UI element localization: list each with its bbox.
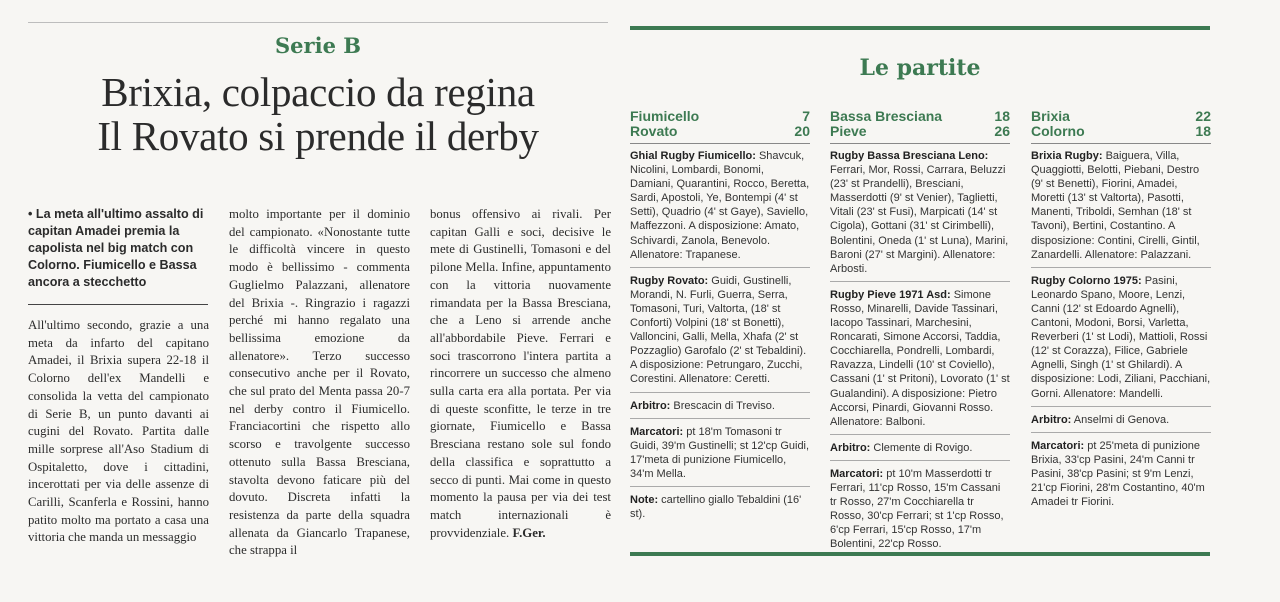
score-row-home (830, 109, 1010, 124)
block-text: Simone Rosso, Minarelli, Davide Tassinari, Iacopo Tassinari, Marchesini, Roncarati, Simone Accorsi, Taddia, Cocchiarella, Pondrelli, Lombardi, Ravazza, Lindelli (10' st Coviello), Cassani (1' st Pritoni), Lovorato (1' st Gualandini). A disposizione: Pietro Accorsi, Pinardi, Giovanni Rosso. Allenatore: Balboni. (830, 288, 1010, 428)
score-row-away (1031, 124, 1211, 139)
match-box-fiumicello-rovato (630, 109, 810, 530)
referee (830, 439, 1010, 461)
block-label: Note: (630, 493, 659, 506)
scorers (630, 423, 810, 487)
article-summary: • La meta all'ultimo assalto di capitan Amadei premia la capolista nel big match con Colorno. Fiumicello e Bassa ancora a stecchetto (28, 207, 204, 289)
headline-line-2: Il Rovato si prende il derby (97, 113, 539, 159)
team-name: Rovato (630, 123, 678, 139)
block-label: Marcatori: (1031, 439, 1085, 452)
score-row-home (1031, 109, 1211, 124)
block-label: Rugby Colorno 1975: (1031, 274, 1142, 287)
top-rule (28, 22, 608, 23)
score-row-away (830, 124, 1010, 139)
scoreboard (630, 109, 810, 144)
block-text: Clemente di Rovigo. (873, 441, 973, 454)
block-text: pt 18'm Tomasoni tr Guidi, 39'm Gustinelli; st 12'cp Guidi, 17'meta di punizione Fiumicello, 34'm Mella. (630, 425, 810, 480)
headline-line-1: Brixia, colpaccio da regina (101, 69, 535, 115)
scorers (830, 465, 1010, 557)
scoreboard (1031, 109, 1211, 144)
block-text: Guidi, Gustinelli, Morandi, N. Furli, Guerra, Serra, Tomasoni, Turi, Valtorta, (18' st Conforti) Volpini (18' st Bonetti), Valloncini, Galli, Mella, Xhafa (2' st Pozzaglio) Garofalo (2' st Tebaldini). A disposizione: Petrungaro, Zucchi, Corestini. Allenatore: Ceretti. (630, 274, 807, 386)
score-row-home (630, 109, 810, 124)
lineup-away (630, 272, 810, 393)
block-label: Marcatori: (630, 425, 684, 438)
column-1-text: All'ultimo secondo, grazie a una meta da infarto del capitano Amadei, il Brixia supera 22-18 il Colorno dell'ex Mandelli e consolida la vetta del campionato di Serie B, un punto davanti ai cugini del Rovato. Partita dalle mille sorprese all'Aso Stadium di Ospitaletto, dove i cittadini, incerottati per via delle assenze di Carilli, Scanferla e Rossini, hanno patito molto ma portato a casa una vittoria che manda un messaggio (28, 318, 209, 545)
match-box-bassa-pieve (830, 109, 1010, 560)
panel-bottom-bar (630, 552, 1210, 556)
lineup-home (630, 147, 810, 268)
referee (630, 397, 810, 419)
panel-top-bar (630, 26, 1210, 30)
block-text: Brescacin di Treviso. (673, 399, 775, 412)
team-score: 18 (1195, 123, 1211, 139)
block-label: Ghial Rugby Fiumicello: (630, 150, 756, 162)
lineup-home (830, 147, 1010, 282)
team-name: Pieve (830, 123, 867, 139)
block-label: Marcatori: (830, 467, 884, 480)
scorers (1031, 437, 1211, 514)
block-label: Rugby Rovato: (630, 274, 709, 287)
article-column-1 (28, 317, 209, 547)
author-signature: F.Ger. (512, 525, 546, 540)
team-name: Fiumicello (630, 108, 700, 124)
team-name: Bassa Bresciana (830, 108, 943, 124)
block-label: Arbitro: (830, 441, 871, 454)
block-label: Rugby Bassa Bresciana Leno: (830, 150, 989, 162)
team-score: 18 (994, 108, 1010, 124)
headline (28, 70, 608, 158)
team-score: 20 (794, 123, 810, 139)
block-text: pt 10'm Masserdotti tr Ferrari, 11'cp Rosso, 15'm Cassani tr Rosso, 27'm Cocchiarella tr Rosso, 30'cp Ferrari; st 1'cp Rosso, 6'cp Ferrari, 15'cp Rosso, 17'm Bolentini, 22'cp Rosso. (830, 467, 1004, 551)
column-2-text: molto importante per il dominio del campionato. «Nonostante tutte le difficoltà vincere in questo modo è bellissimo - commenta Guglielmo Palazzani, allenatore del Brixia -. Ringrazio i ragazzi perché mi hanno regalato una bellissima emozione da allenatore». Terzo successo consecutivo anche per il Rovato, che sul prato del Menta passa 20-7 nel derby contro il Fiumicello. Franciacortini che rispetto allo scorso e travolgente successo ottenuto sulla Bassa Bresciana, stavolta devono faticare più del dovuto. Discreta infatti la resistenza da parte della squadra allenata da Giancarlo Trapanese, che strappa il (229, 207, 410, 558)
column-3-text (430, 206, 611, 542)
column-3-body: bonus offensivo ai rivali. Per capitan Galli e soci, decisive le mete di Gustinelli, Tomasoni e del pilone Mella. Infine, appuntamento con la vittoria nuovamente rimandata per la Bassa Bresciana, che a Leno si arrende anche all'abbordabile Pieve. Ferrari e soci trascorrono l'intera partita a rincorrere un successo che almeno sulla carta era alla portata. Per via di queste sconfitte, le terze in tre giornate, Fiumicello e Bassa Bresciana restano sole sul fondo della classifica e soprattutto a secco di punti. Mai come in questo momento la pausa per via dei test match internazionali è provvidenziale. (430, 207, 611, 540)
notes (630, 491, 810, 526)
lineup-away (830, 286, 1010, 435)
team-score: 26 (994, 123, 1010, 139)
block-label: Arbitro: (1031, 413, 1072, 426)
block-text: Anselmi di Genova. (1073, 413, 1170, 426)
team-name: Colorno (1031, 123, 1085, 139)
scoreboard (830, 109, 1010, 144)
block-text: Ferrari, Mor, Rossi, Carrara, Beluzzi (23' st Prandelli), Bresciani, Masserdotti (9' st Venier), Taglietti, Vitali (23' st Fusi), Marpicati (14' st Cigola), Gottani (31' st Cirimbelli), Bolentini, Oneda (1' st Luna), Marini, Baroni (27' st Margini). Allenatore: Arbosti. (830, 164, 1009, 275)
lineup-home (1031, 147, 1211, 268)
team-score: 7 (802, 108, 810, 124)
block-label: Arbitro: (630, 399, 671, 412)
team-score: 22 (1195, 108, 1211, 124)
section-kicker: Serie B (275, 33, 361, 58)
block-text: Shavcuk, Nicolini, Lombardi, Bonomi, Damiani, Quarantini, Rocco, Beretta, Sardi, Apostoli, Ye, Bontempi (4' st Setti), Quadrio (4' st Gaye), Saviello, Maffezzoni. A disposizione: Amato, Schivardi, Zanola, Benevolo. Allenatore: Trapanese. (630, 150, 810, 261)
referee (1031, 411, 1211, 433)
block-text: pt 25'meta di punizione Brixia, 33'cp Pasini, 24'm Canni tr Pasini, 38'cp Pasini; st 9'm Lenzi, 21'cp Fiorini, 28'm Costantino, 40'm Amadei tr Fiorini. (1031, 439, 1205, 509)
match-box-brixia-colorno (1031, 109, 1211, 518)
team-name: Brixia (1031, 108, 1070, 124)
block-label: Brixia Rugby: (1031, 150, 1103, 162)
block-text: cartellino giallo Tebaldini (16' st). (630, 493, 802, 521)
lineup-away (1031, 272, 1211, 407)
article-column-2 (229, 206, 410, 560)
block-text: Baiguera, Villa, Quaggiotti, Belotti, Piebani, Destro (9' st Benetti), Fiorini, Amadei, Moretti (13' st Valtorta), Pasotti, Manenti, Triboldi, Semhan (18' st Tavoni), Bertini, Costantino. A disposizione: Contini, Cirelli, Gintil, Zanardelli. Allenatore: Palazzani. (1031, 150, 1200, 261)
score-row-away (630, 124, 810, 139)
article-column-3 (430, 206, 611, 542)
block-text: Pasini, Leonardo Spano, Moore, Lenzi, Canni (12' st Edoardo Agnelli), Cantoni, Modoni, Borsi, Varletta, Reverberi (1' st Lodi), Mattioli, Rossi (12' st Corazza), Filice, Gabriele Agnelli, Singh (1' st Ghilardi). A disposizione: Lodi, Ziliani, Pacchiani, Gorni. Allenatore: Mandelli. (1031, 274, 1211, 400)
summary-divider (28, 304, 208, 305)
panel-title: Le partite (859, 55, 981, 81)
block-label: Rugby Pieve 1971 Asd: (830, 288, 951, 301)
